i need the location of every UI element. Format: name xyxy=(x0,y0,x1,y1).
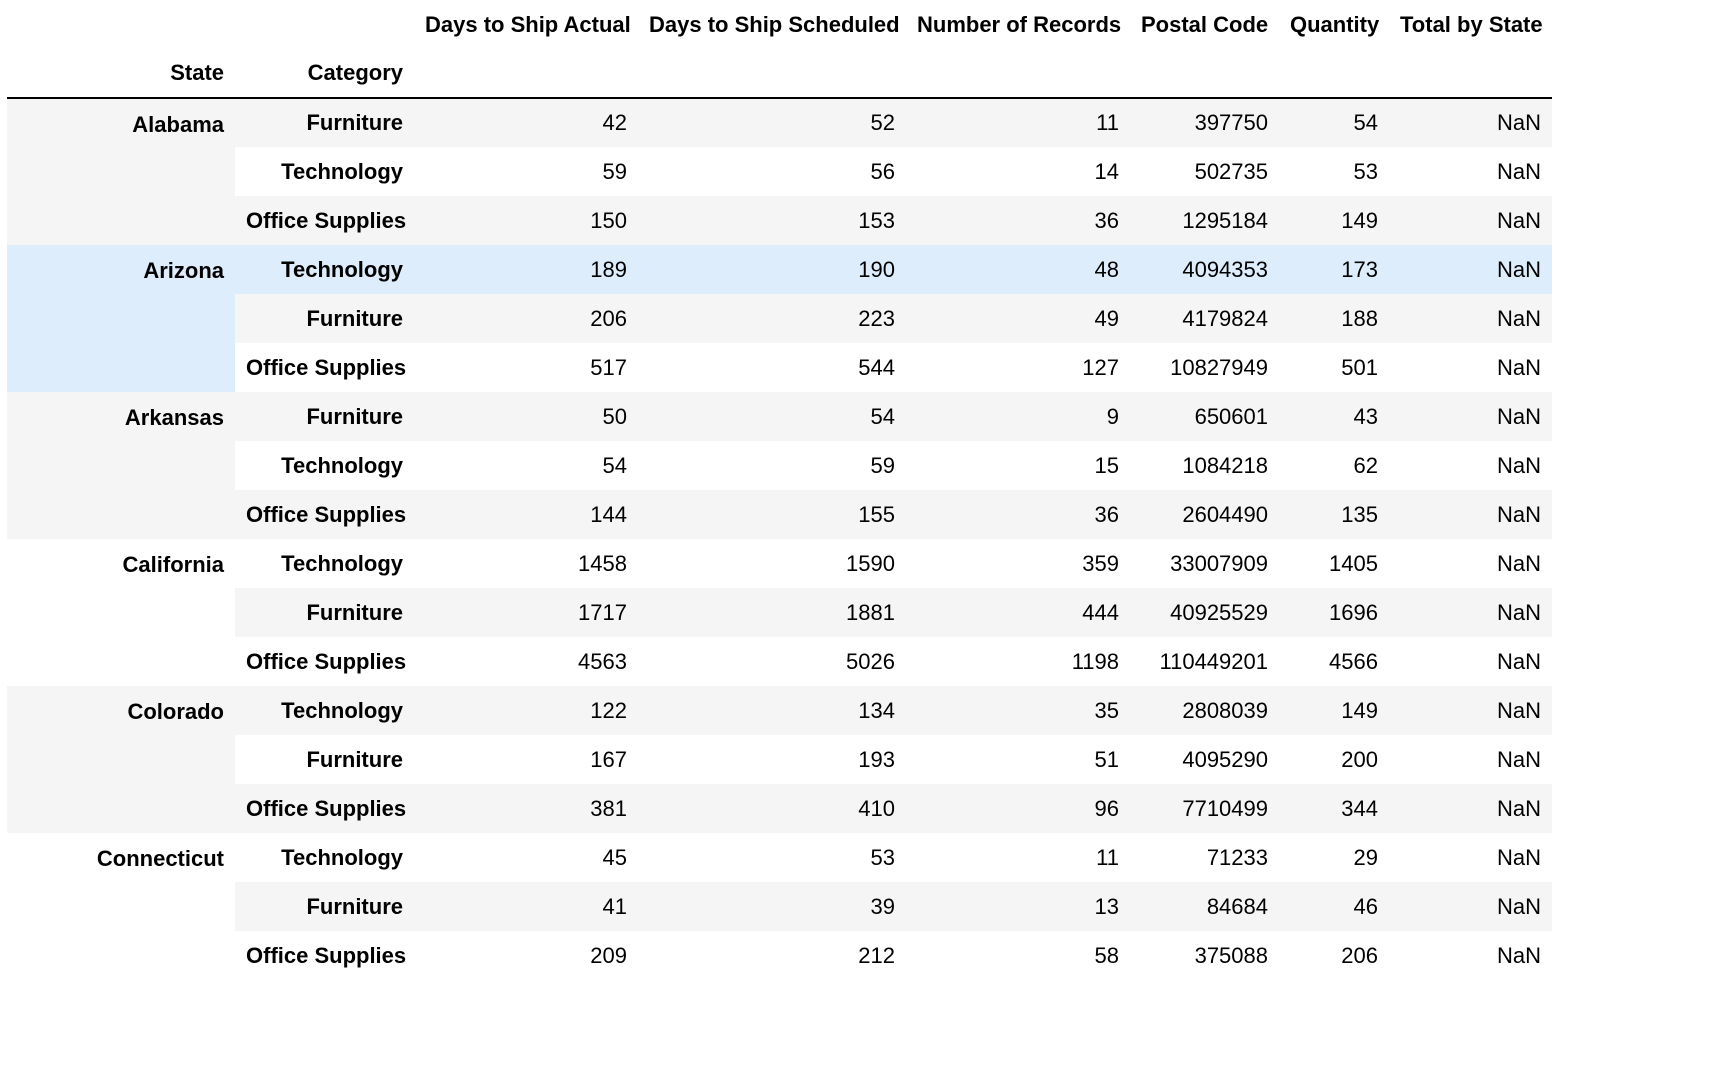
category-label: Office Supplies xyxy=(246,354,407,380)
table-cell: NaN xyxy=(1496,746,1541,772)
table-cell: 5026 xyxy=(846,648,895,674)
table-row xyxy=(7,637,1552,686)
table-row xyxy=(7,784,1552,833)
table-cell: 1198 xyxy=(1071,648,1119,674)
table-cell: 36 xyxy=(1094,501,1119,527)
table-cell: 155 xyxy=(858,501,895,527)
table-row xyxy=(7,931,1552,980)
state-label: Arkansas xyxy=(7,392,235,539)
table-cell: 1458 xyxy=(578,550,627,576)
table-cell: 62 xyxy=(1353,452,1378,478)
table-cell: 10827949 xyxy=(1170,354,1268,380)
table-cell: 53 xyxy=(870,844,895,870)
table-cell: 544 xyxy=(858,354,895,380)
table-row xyxy=(7,686,1552,735)
table-row xyxy=(7,735,1552,784)
table-cell: 189 xyxy=(590,256,627,282)
category-label: Office Supplies xyxy=(246,795,407,821)
category-label: Furniture xyxy=(306,305,403,331)
table-cell: 2604490 xyxy=(1182,501,1268,527)
category-label: Furniture xyxy=(306,403,403,429)
table-row xyxy=(7,539,1552,588)
table-cell: 40925529 xyxy=(1170,599,1268,625)
table-header xyxy=(7,0,1552,98)
table-cell: NaN xyxy=(1496,942,1541,968)
table-cell: NaN xyxy=(1496,550,1541,576)
table-cell: 4179824 xyxy=(1182,305,1268,331)
table-cell: 1717 xyxy=(578,599,627,625)
dataframe-table xyxy=(7,0,1552,980)
table-cell: 71233 xyxy=(1206,844,1268,870)
table-cell: 206 xyxy=(590,305,627,331)
index-name-state: State xyxy=(170,60,224,85)
table-cell: 84684 xyxy=(1206,893,1268,919)
table-cell: 410 xyxy=(858,795,895,821)
category-label: Office Supplies xyxy=(246,501,407,527)
table-row xyxy=(7,98,1552,147)
table-cell: 39 xyxy=(870,893,895,919)
table-cell: 35 xyxy=(1094,697,1119,723)
table-cell: 58 xyxy=(1094,942,1119,968)
category-label: Furniture xyxy=(306,110,403,135)
table-cell: 4095290 xyxy=(1182,746,1268,772)
table-cell: NaN xyxy=(1496,599,1541,625)
category-label: Technology xyxy=(281,256,403,282)
table-cell: 1696 xyxy=(1329,599,1378,625)
table-cell: NaN xyxy=(1496,110,1541,135)
table-cell: 49 xyxy=(1094,305,1119,331)
category-label: Office Supplies xyxy=(246,648,407,674)
table-cell: 96 xyxy=(1094,795,1119,821)
category-label: Furniture xyxy=(306,599,403,625)
table-row xyxy=(7,392,1552,441)
table-row xyxy=(7,343,1552,392)
table-cell: 188 xyxy=(1341,305,1378,331)
table-cell: 381 xyxy=(590,795,627,821)
table-cell: 212 xyxy=(858,942,895,968)
table-cell: 11 xyxy=(1096,110,1119,135)
table-cell: 15 xyxy=(1094,452,1119,478)
state-label: Colorado xyxy=(7,686,235,833)
table-cell: 149 xyxy=(1341,207,1378,233)
table-cell: 48 xyxy=(1094,256,1119,282)
category-label: Technology xyxy=(281,158,403,184)
table-cell: 1590 xyxy=(846,550,895,576)
category-label: Furniture xyxy=(306,893,403,919)
table-cell: 149 xyxy=(1341,697,1378,723)
table-cell: 150 xyxy=(590,207,627,233)
category-label: Technology xyxy=(281,697,403,723)
table-row xyxy=(7,147,1552,196)
table-cell: 4563 xyxy=(578,648,627,674)
table-row xyxy=(7,490,1552,539)
category-label: Technology xyxy=(281,550,403,576)
table-cell: 206 xyxy=(1341,942,1378,968)
table-cell: 41 xyxy=(602,893,627,919)
table-cell: 223 xyxy=(858,305,895,331)
column-header-row xyxy=(7,0,1552,49)
table-cell: NaN xyxy=(1496,697,1541,723)
table-cell: NaN xyxy=(1496,207,1541,233)
table-cell: 45 xyxy=(602,844,627,870)
table-cell: 193 xyxy=(858,746,895,772)
table-row xyxy=(7,245,1552,294)
table-cell: 1295184 xyxy=(1182,207,1268,233)
table-body xyxy=(7,98,1552,980)
table-cell: NaN xyxy=(1496,403,1541,429)
column-header: Days to Ship Scheduled xyxy=(649,11,900,37)
table-cell: 54 xyxy=(602,452,627,478)
table-cell: 134 xyxy=(858,697,895,723)
table-cell: 1881 xyxy=(846,599,895,625)
table-cell: 46 xyxy=(1353,893,1378,919)
table-cell: 56 xyxy=(870,158,895,184)
category-label: Technology xyxy=(281,452,403,478)
column-header: Quantity xyxy=(1290,11,1380,37)
table-cell: NaN xyxy=(1496,844,1541,870)
table-cell: 42 xyxy=(602,110,627,135)
table-cell: NaN xyxy=(1496,305,1541,331)
table-row xyxy=(7,294,1552,343)
table-cell: 54 xyxy=(870,403,895,429)
table-cell: 167 xyxy=(590,746,627,772)
table-cell: NaN xyxy=(1496,158,1541,184)
table-cell: 43 xyxy=(1353,403,1378,429)
table-cell: 7710499 xyxy=(1182,795,1268,821)
table-cell: 444 xyxy=(1082,599,1119,625)
column-header: Postal Code xyxy=(1141,11,1269,37)
table-cell: 650601 xyxy=(1194,403,1268,429)
table-cell: 209 xyxy=(590,942,627,968)
table-cell: 13 xyxy=(1094,893,1119,919)
category-label: Office Supplies xyxy=(246,207,407,233)
table-cell: 153 xyxy=(858,207,895,233)
table-cell: 135 xyxy=(1341,501,1378,527)
table-cell: 4566 xyxy=(1329,648,1378,674)
table-row xyxy=(7,588,1552,637)
table-cell: 502735 xyxy=(1194,158,1268,184)
table-cell: 29 xyxy=(1353,844,1378,870)
table-cell: 397750 xyxy=(1194,110,1268,135)
table-cell: 52 xyxy=(870,110,895,135)
table-cell: 51 xyxy=(1094,746,1119,772)
table-cell: 53 xyxy=(1353,158,1378,184)
column-header: Total by State xyxy=(1400,11,1543,37)
state-label: Alabama xyxy=(7,98,235,245)
table-cell: 173 xyxy=(1341,256,1378,282)
table-cell: 127 xyxy=(1082,354,1119,380)
state-label: Arizona xyxy=(7,245,235,392)
table-row xyxy=(7,196,1552,245)
state-label: California xyxy=(7,539,235,686)
category-label: Furniture xyxy=(306,746,403,772)
table-cell: NaN xyxy=(1496,893,1541,919)
index-name-category: Category xyxy=(307,60,403,85)
table-cell: 359 xyxy=(1082,550,1119,576)
table-cell: NaN xyxy=(1496,256,1541,282)
table-cell: 122 xyxy=(590,697,627,723)
column-header: Days to Ship Actual xyxy=(425,11,631,37)
table-cell: 59 xyxy=(602,158,627,184)
column-header: Number of Records xyxy=(917,11,1122,37)
category-label: Office Supplies xyxy=(246,942,407,968)
table-cell: NaN xyxy=(1496,501,1541,527)
index-name-row xyxy=(7,49,1552,98)
blank-header-cell xyxy=(235,0,414,49)
table-cell: 2808039 xyxy=(1182,697,1268,723)
state-label: Connecticut xyxy=(7,833,235,980)
table-cell: NaN xyxy=(1496,354,1541,380)
table-row xyxy=(7,833,1552,882)
table-cell: 190 xyxy=(858,256,895,282)
table-cell: 14 xyxy=(1094,158,1119,184)
table-cell: 59 xyxy=(870,452,895,478)
table-cell: 9 xyxy=(1106,403,1119,429)
blank-header-cell xyxy=(7,0,235,49)
table-cell: 501 xyxy=(1341,354,1378,380)
table-row xyxy=(7,441,1552,490)
table-cell: 4094353 xyxy=(1182,256,1268,282)
category-label: Technology xyxy=(281,844,403,870)
table-cell: 200 xyxy=(1341,746,1378,772)
table-cell: 54 xyxy=(1353,110,1378,135)
table-row xyxy=(7,882,1552,931)
table-cell: 375088 xyxy=(1194,942,1268,968)
table-cell: NaN xyxy=(1496,452,1541,478)
table-cell: 36 xyxy=(1094,207,1119,233)
table-cell: 517 xyxy=(590,354,627,380)
table-cell: 33007909 xyxy=(1170,550,1268,576)
table-cell: 50 xyxy=(602,403,627,429)
table-cell: 110449201 xyxy=(1159,648,1268,674)
table-cell: 344 xyxy=(1341,795,1378,821)
table-cell: 11 xyxy=(1096,844,1119,870)
table-cell: NaN xyxy=(1496,795,1541,821)
table-cell: 1405 xyxy=(1329,550,1378,576)
table-cell: 1084218 xyxy=(1182,452,1268,478)
table-cell: 144 xyxy=(590,501,627,527)
table-cell: NaN xyxy=(1496,648,1541,674)
